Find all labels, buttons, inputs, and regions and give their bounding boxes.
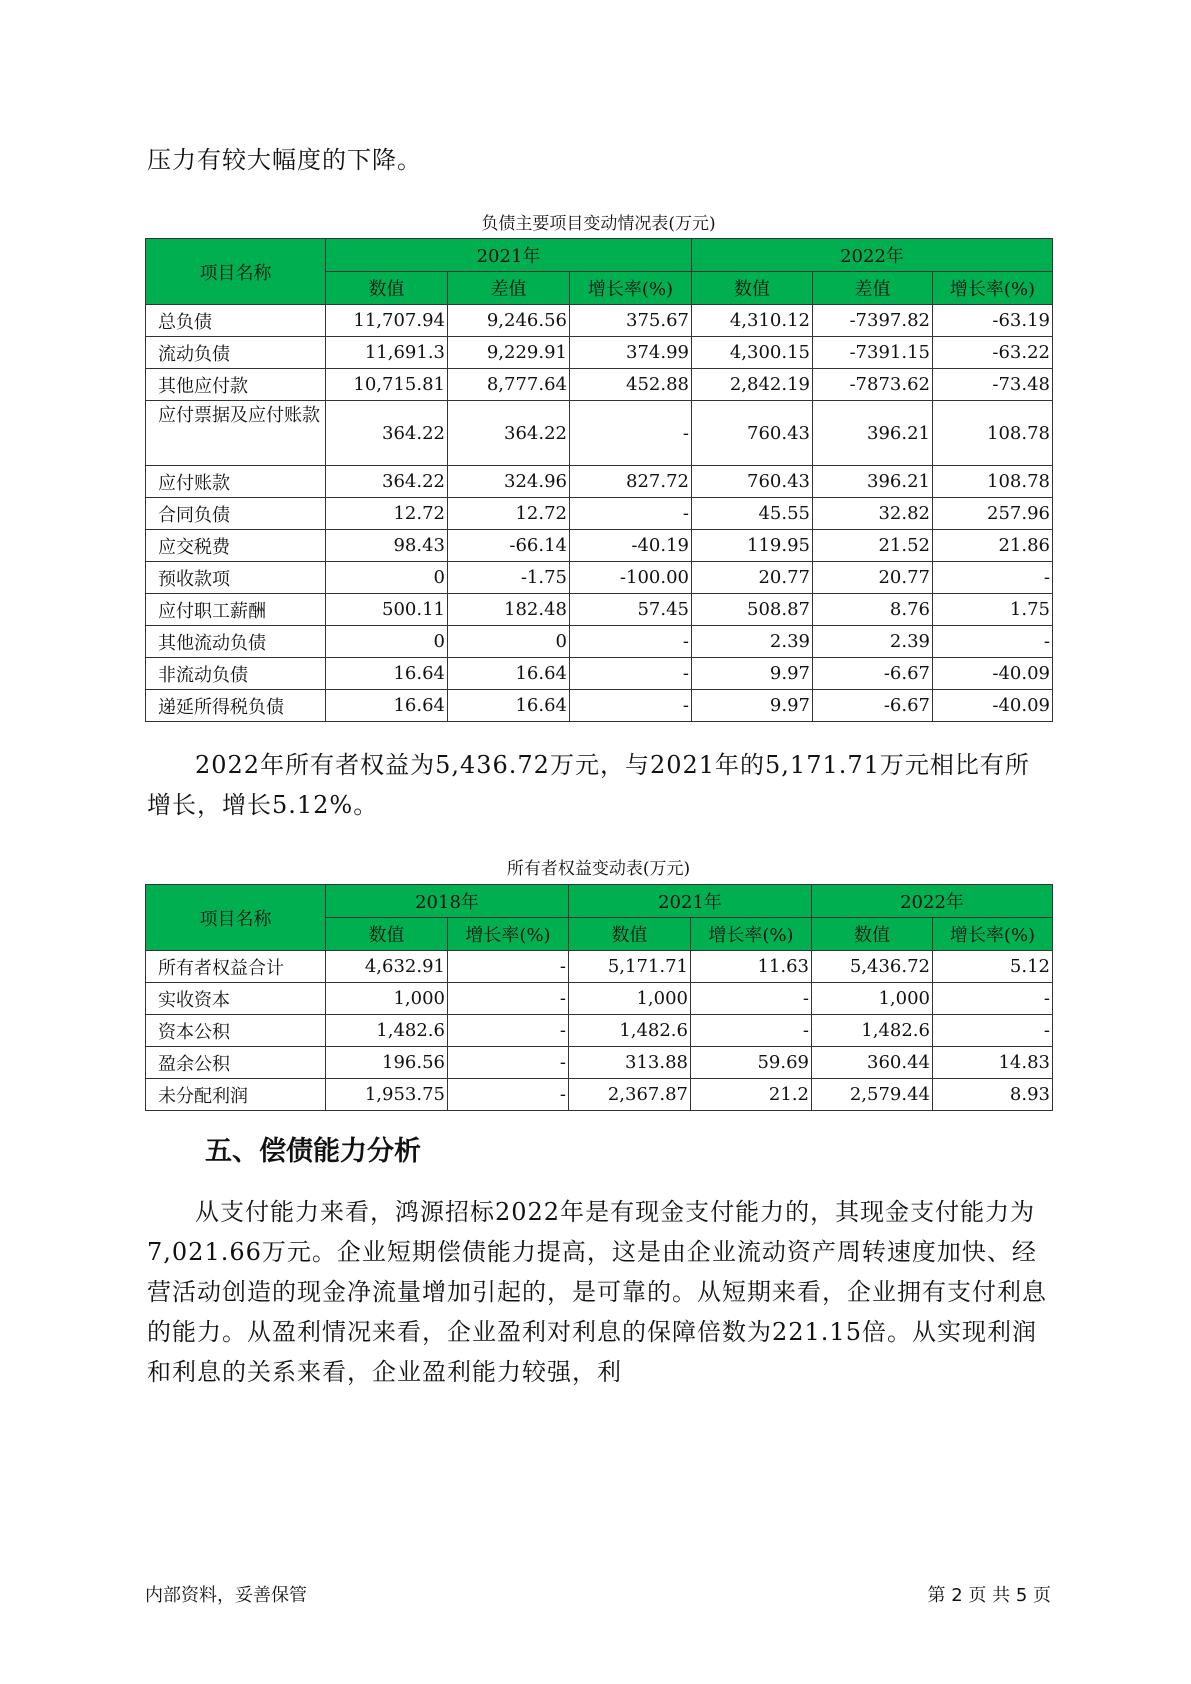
table-cell: -7391.15 [813, 337, 933, 369]
table-row [146, 562, 1053, 594]
table-cell: 12.72 [326, 498, 448, 530]
table-cell: 760.43 [692, 401, 813, 466]
year-header: 2021年 [569, 885, 812, 918]
table-cell: 364.22 [448, 401, 570, 466]
table-cell: 2,842.19 [692, 369, 813, 401]
table-cell: 500.11 [326, 594, 448, 626]
table-cell: 1,482.6 [326, 1015, 448, 1047]
equity-table-caption: 所有者权益变动表(万元) [506, 859, 691, 879]
table-cell: 452.88 [570, 369, 692, 401]
column-header: 数值 [692, 272, 813, 305]
table-row [146, 1047, 1053, 1079]
row-label: 其他应付款 [146, 369, 326, 401]
table-cell: 324.96 [448, 466, 570, 498]
column-header: 增长率(%) [933, 918, 1053, 951]
table-row [146, 983, 1053, 1015]
section-heading: 五、偿债能力分析 [205, 1136, 421, 1167]
column-header: 增长率(%) [691, 918, 812, 951]
row-label: 非流动负债 [146, 658, 326, 690]
table-cell: 2.39 [692, 626, 813, 658]
table-cell: 1.75 [933, 594, 1053, 626]
table-cell: 0 [326, 626, 448, 658]
table-cell: 20.77 [692, 562, 813, 594]
table-row [146, 466, 1053, 498]
table-row [146, 658, 1053, 690]
table-cell: - [448, 983, 569, 1015]
row-label: 应交税费 [146, 530, 326, 562]
table-cell: 375.67 [570, 305, 692, 337]
table-cell: 16.64 [326, 690, 448, 722]
table-cell: 2,367.87 [569, 1079, 691, 1111]
row-label: 资本公积 [146, 1015, 326, 1047]
table-cell: - [933, 562, 1053, 594]
page-number: 第 2 页 共 5 页 [927, 1585, 1051, 1606]
footer-confidential-note: 内部资料，妥善保管 [145, 1585, 307, 1606]
table-cell: 374.99 [570, 337, 692, 369]
table-cell: - [570, 401, 692, 466]
table-cell: 196.56 [326, 1047, 448, 1079]
year-header: 2022年 [812, 885, 1053, 918]
table-cell: 0 [326, 562, 448, 594]
table-cell: 108.78 [933, 401, 1053, 466]
table-cell: -1.75 [448, 562, 570, 594]
table-cell: 257.96 [933, 498, 1053, 530]
table-cell: 0 [448, 626, 570, 658]
table-cell: - [448, 1015, 569, 1047]
table-cell: 4,300.15 [692, 337, 813, 369]
table-cell: 11.63 [691, 951, 812, 983]
table-cell: 16.64 [326, 658, 448, 690]
table-cell: 57.45 [570, 594, 692, 626]
table-cell: 14.83 [933, 1047, 1053, 1079]
table-cell: 313.88 [569, 1047, 691, 1079]
table-cell: - [570, 658, 692, 690]
table-cell: -73.48 [933, 369, 1053, 401]
table-cell: 20.77 [813, 562, 933, 594]
table-cell: 98.43 [326, 530, 448, 562]
table-cell: 182.48 [448, 594, 570, 626]
table-cell: 827.72 [570, 466, 692, 498]
item-name-header: 项目名称 [146, 885, 326, 951]
table-cell: 16.64 [448, 658, 570, 690]
column-header: 数值 [326, 918, 448, 951]
column-header: 差值 [813, 272, 933, 305]
table-cell: 1,000 [569, 983, 691, 1015]
table-cell: 1,000 [326, 983, 448, 1015]
table-row [146, 498, 1053, 530]
year-header: 2022年 [692, 239, 1053, 272]
table-cell: - [570, 626, 692, 658]
column-header: 增长率(%) [448, 918, 569, 951]
table-cell: 21.52 [813, 530, 933, 562]
table-cell: 2,579.44 [812, 1079, 933, 1111]
table-cell: - [448, 1047, 569, 1079]
table-cell: 5,171.71 [569, 951, 691, 983]
table-cell: 4,632.91 [326, 951, 448, 983]
row-label: 应付职工薪酬 [146, 594, 326, 626]
table-cell: 9.97 [692, 658, 813, 690]
row-label: 其他流动负债 [146, 626, 326, 658]
table-cell: 760.43 [692, 466, 813, 498]
table-cell: 32.82 [813, 498, 933, 530]
table-cell: 5.12 [933, 951, 1053, 983]
table-cell: 9.97 [692, 690, 813, 722]
row-label: 应付账款 [146, 466, 326, 498]
row-label: 实收资本 [146, 983, 326, 1015]
table-cell: - [448, 1079, 569, 1111]
column-header: 数值 [326, 272, 448, 305]
table-cell: - [691, 983, 812, 1015]
equity-table [145, 884, 1053, 1111]
table-cell: 5,436.72 [812, 951, 933, 983]
row-label: 应付票据及应付账款 [146, 401, 326, 466]
table-row [146, 690, 1053, 722]
table-cell: 108.78 [933, 466, 1053, 498]
table-cell: 1,000 [812, 983, 933, 1015]
row-label: 总负债 [146, 305, 326, 337]
table-row [146, 1015, 1053, 1047]
intro-text: 压力有较大幅度的下降。 [147, 146, 422, 174]
column-header: 差值 [448, 272, 570, 305]
table-cell: 45.55 [692, 498, 813, 530]
table-row [146, 401, 1053, 466]
row-label: 盈余公积 [146, 1047, 326, 1079]
table-cell: 364.22 [326, 401, 448, 466]
table-cell: 16.64 [448, 690, 570, 722]
row-label: 流动负债 [146, 337, 326, 369]
table-cell: 396.21 [813, 401, 933, 466]
table-row [146, 951, 1053, 983]
row-label: 递延所得税负债 [146, 690, 326, 722]
table-cell: 8.76 [813, 594, 933, 626]
table-cell: 360.44 [812, 1047, 933, 1079]
table-cell: 2.39 [813, 626, 933, 658]
row-label: 未分配利润 [146, 1079, 326, 1111]
table-cell: - [933, 1015, 1053, 1047]
table-row [146, 530, 1053, 562]
year-header: 2021年 [326, 239, 692, 272]
row-label: 所有者权益合计 [146, 951, 326, 983]
table-cell: 11,691.3 [326, 337, 448, 369]
column-header: 数值 [812, 918, 933, 951]
table-cell: 508.87 [692, 594, 813, 626]
table-row [146, 369, 1053, 401]
year-header: 2018年 [326, 885, 569, 918]
table-cell: - [933, 983, 1053, 1015]
table-cell: -66.14 [448, 530, 570, 562]
table-cell: 396.21 [813, 466, 933, 498]
table-cell: 12.72 [448, 498, 570, 530]
table-cell: 8,777.64 [448, 369, 570, 401]
column-header: 数值 [569, 918, 691, 951]
item-name-header: 项目名称 [146, 239, 326, 305]
table-cell: -63.19 [933, 305, 1053, 337]
row-label: 预收款项 [146, 562, 326, 594]
table-cell: -40.19 [570, 530, 692, 562]
table-cell: -63.22 [933, 337, 1053, 369]
table-cell: -100.00 [570, 562, 692, 594]
liabilities-table-caption: 负债主要项目变动情况表(万元) [481, 214, 716, 234]
table-cell: 21.2 [691, 1079, 812, 1111]
table-cell: -40.09 [933, 690, 1053, 722]
column-header: 增长率(%) [933, 272, 1053, 305]
table-cell: 9,229.91 [448, 337, 570, 369]
table-row [146, 305, 1053, 337]
equity-summary-text: 2022年所有者权益为5,436.72万元，与2021年的5,171.71万元相比有所增长，增长5.12%。 [147, 751, 1030, 819]
row-label: 合同负债 [146, 498, 326, 530]
table-cell: 9,246.56 [448, 305, 570, 337]
table-cell: 364.22 [326, 466, 448, 498]
column-header: 增长率(%) [570, 272, 692, 305]
table-row [146, 626, 1053, 658]
table-cell: -6.67 [813, 690, 933, 722]
table-row [146, 1079, 1053, 1111]
table-cell: 119.95 [692, 530, 813, 562]
table-cell: 4,310.12 [692, 305, 813, 337]
solvency-analysis-text: 从支付能力来看，鸿源招标2022年是有现金支付能力的，其现金支付能力为7,021.66万元。企业短期偿债能力提高，这是由企业流动资产周转速度加快、经营活动创造的现金净流量增加引起的，是可靠的。从短期来看，企业拥有支付利息的能力。从盈利情况来看，企业盈利对利息的保障倍数为221.15倍。从实现利润和利息的关系来看，企业盈利能力较强，利 [147, 1198, 1047, 1386]
table-cell: -7873.62 [813, 369, 933, 401]
liabilities-table [145, 238, 1053, 722]
table-cell: 11,707.94 [326, 305, 448, 337]
table-cell: -7397.82 [813, 305, 933, 337]
table-cell: -6.67 [813, 658, 933, 690]
table-cell: -40.09 [933, 658, 1053, 690]
table-cell: 1,953.75 [326, 1079, 448, 1111]
table-cell: 21.86 [933, 530, 1053, 562]
table-cell: - [933, 626, 1053, 658]
table-cell: - [570, 690, 692, 722]
table-cell: 1,482.6 [569, 1015, 691, 1047]
table-cell: 8.93 [933, 1079, 1053, 1111]
table-cell: - [570, 498, 692, 530]
table-cell: - [448, 951, 569, 983]
table-row [146, 337, 1053, 369]
table-row [146, 594, 1053, 626]
table-cell: - [691, 1015, 812, 1047]
table-cell: 59.69 [691, 1047, 812, 1079]
table-cell: 10,715.81 [326, 369, 448, 401]
table-cell: 1,482.6 [812, 1015, 933, 1047]
